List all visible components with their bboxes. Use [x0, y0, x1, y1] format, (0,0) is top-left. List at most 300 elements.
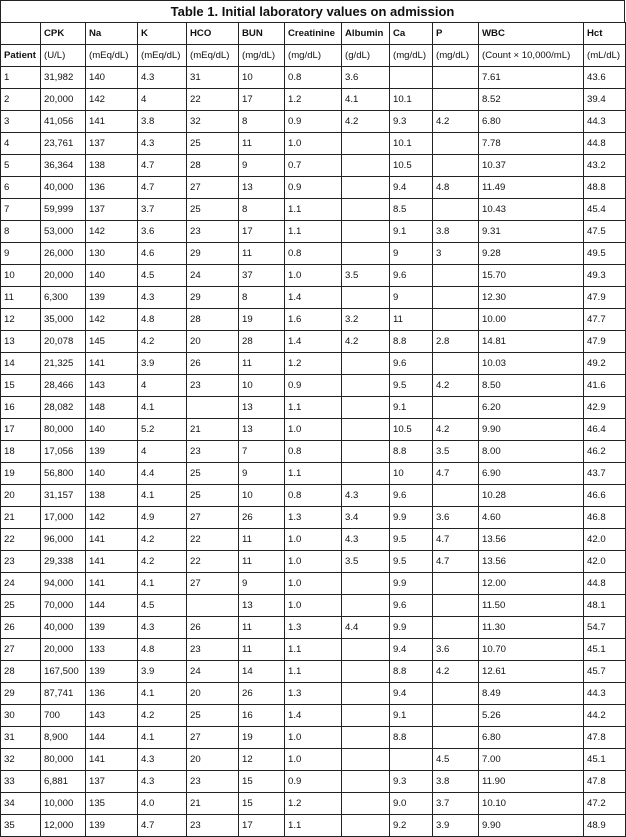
table-row — [1, 243, 626, 265]
cell-hco: 27 — [187, 573, 239, 595]
cell-p — [433, 705, 479, 727]
cell-wbc: WBC — [479, 23, 584, 45]
cell-hct: 42.0 — [584, 529, 626, 551]
table-row — [1, 397, 626, 419]
cell-k: 3.6 — [138, 221, 187, 243]
cell-hct: 45.1 — [584, 749, 626, 771]
cell-k: 3.9 — [138, 353, 187, 375]
cell-wbc: 10.28 — [479, 485, 584, 507]
cell-p — [433, 683, 479, 705]
cell-ca: 9.0 — [390, 793, 433, 815]
cell-ca — [390, 67, 433, 89]
cell-k: 5.2 — [138, 419, 187, 441]
cell-ca: (mg/dL) — [390, 45, 433, 67]
cell-patient: Patient — [1, 45, 41, 67]
cell-albumin — [342, 287, 390, 309]
cell-hct: 46.4 — [584, 419, 626, 441]
cell-p — [433, 199, 479, 221]
cell-hct: 47.8 — [584, 771, 626, 793]
cell-patient: 12 — [1, 309, 41, 331]
cell-ca: Ca — [390, 23, 433, 45]
cell-creatinine: 1.1 — [285, 815, 342, 837]
table-row — [1, 771, 626, 793]
cell-na: 142 — [86, 309, 138, 331]
cell-creatinine: 1.0 — [285, 551, 342, 573]
cell-hco: (mEq/dL) — [187, 45, 239, 67]
cell-creatinine: 1.4 — [285, 331, 342, 353]
cell-p: 3.5 — [433, 441, 479, 463]
cell-k: 4.1 — [138, 727, 187, 749]
cell-patient: 2 — [1, 89, 41, 111]
table-row — [1, 617, 626, 639]
cell-creatinine: 1.0 — [285, 727, 342, 749]
cell-cpk: 40,000 — [41, 617, 86, 639]
cell-hco: 26 — [187, 617, 239, 639]
cell-bun: BUN — [239, 23, 285, 45]
table-row — [1, 375, 626, 397]
cell-cpk: (U/L) — [41, 45, 86, 67]
table-row — [1, 199, 626, 221]
cell-bun: 26 — [239, 507, 285, 529]
cell-hct: 45.4 — [584, 199, 626, 221]
cell-cpk: 23,761 — [41, 133, 86, 155]
cell-p — [433, 287, 479, 309]
cell-k: 4.4 — [138, 463, 187, 485]
cell-albumin — [342, 441, 390, 463]
cell-wbc: 15.70 — [479, 265, 584, 287]
table-row — [1, 595, 626, 617]
cell-na: 141 — [86, 353, 138, 375]
cell-cpk: 8,900 — [41, 727, 86, 749]
cell-na: 141 — [86, 573, 138, 595]
cell-bun: 8 — [239, 287, 285, 309]
cell-cpk: 36,364 — [41, 155, 86, 177]
cell-patient: 24 — [1, 573, 41, 595]
cell-k: 4 — [138, 89, 187, 111]
cell-patient: 34 — [1, 793, 41, 815]
cell-p: 4.2 — [433, 111, 479, 133]
cell-wbc: 10.10 — [479, 793, 584, 815]
cell-ca: 9.9 — [390, 507, 433, 529]
cell-wbc: 6.80 — [479, 727, 584, 749]
cell-na: 142 — [86, 507, 138, 529]
cell-k: 4.2 — [138, 705, 187, 727]
cell-p — [433, 397, 479, 419]
cell-creatinine: 1.3 — [285, 683, 342, 705]
cell-hco: 29 — [187, 243, 239, 265]
cell-p: (mg/dL) — [433, 45, 479, 67]
cell-albumin: 4.3 — [342, 485, 390, 507]
cell-wbc: 6.20 — [479, 397, 584, 419]
cell-albumin — [342, 133, 390, 155]
cell-k: 4.5 — [138, 595, 187, 617]
cell-na: 141 — [86, 749, 138, 771]
cell-patient: 22 — [1, 529, 41, 551]
cell-hco: 25 — [187, 485, 239, 507]
cell-albumin — [342, 463, 390, 485]
cell-na: 142 — [86, 221, 138, 243]
cell-k: 4.9 — [138, 507, 187, 529]
cell-cpk: 35,000 — [41, 309, 86, 331]
cell-ca: 9.4 — [390, 177, 433, 199]
cell-creatinine: 1.4 — [285, 705, 342, 727]
cell-p: 4.5 — [433, 749, 479, 771]
cell-k: 4.2 — [138, 551, 187, 573]
cell-na: (mEq/dL) — [86, 45, 138, 67]
cell-patient: 9 — [1, 243, 41, 265]
table-row — [1, 111, 626, 133]
cell-p — [433, 617, 479, 639]
cell-na: 144 — [86, 595, 138, 617]
cell-creatinine: 0.9 — [285, 111, 342, 133]
cell-bun: 11 — [239, 353, 285, 375]
cell-cpk: 96,000 — [41, 529, 86, 551]
cell-hco: 22 — [187, 529, 239, 551]
table-row — [1, 441, 626, 463]
cell-patient: 14 — [1, 353, 41, 375]
cell-bun: 11 — [239, 617, 285, 639]
cell-p — [433, 727, 479, 749]
cell-hct: 48.8 — [584, 177, 626, 199]
cell-p — [433, 573, 479, 595]
cell-na: 140 — [86, 265, 138, 287]
cell-patient: 17 — [1, 419, 41, 441]
cell-hct: 47.2 — [584, 793, 626, 815]
cell-ca: 9.4 — [390, 683, 433, 705]
cell-hco: 23 — [187, 375, 239, 397]
cell-patient: 8 — [1, 221, 41, 243]
cell-ca: 10 — [390, 463, 433, 485]
cell-patient: 7 — [1, 199, 41, 221]
cell-na: 148 — [86, 397, 138, 419]
cell-p — [433, 89, 479, 111]
cell-na: 141 — [86, 551, 138, 573]
cell-k: 4 — [138, 375, 187, 397]
cell-na: 140 — [86, 419, 138, 441]
cell-na: 137 — [86, 771, 138, 793]
cell-wbc: 11.90 — [479, 771, 584, 793]
cell-k: 4.1 — [138, 397, 187, 419]
cell-k: 4.3 — [138, 133, 187, 155]
cell-hct: 49.5 — [584, 243, 626, 265]
cell-hct: 44.8 — [584, 133, 626, 155]
cell-na: 141 — [86, 111, 138, 133]
cell-creatinine: 0.7 — [285, 155, 342, 177]
cell-wbc: 6.90 — [479, 463, 584, 485]
cell-creatinine: 0.9 — [285, 177, 342, 199]
cell-hct: 45.7 — [584, 661, 626, 683]
cell-albumin: 3.6 — [342, 67, 390, 89]
cell-p — [433, 595, 479, 617]
cell-bun: 9 — [239, 463, 285, 485]
cell-patient: 16 — [1, 397, 41, 419]
cell-cpk: 31,982 — [41, 67, 86, 89]
cell-cpk: 28,082 — [41, 397, 86, 419]
cell-ca: 9.6 — [390, 265, 433, 287]
cell-p — [433, 309, 479, 331]
cell-na: 135 — [86, 793, 138, 815]
cell-bun: 17 — [239, 89, 285, 111]
cell-k: 4.3 — [138, 67, 187, 89]
cell-wbc: 8.50 — [479, 375, 584, 397]
cell-bun: 13 — [239, 177, 285, 199]
cell-bun: 15 — [239, 771, 285, 793]
cell-creatinine: 1.1 — [285, 397, 342, 419]
cell-hco: 23 — [187, 441, 239, 463]
cell-creatinine: 0.8 — [285, 441, 342, 463]
cell-cpk: 21,325 — [41, 353, 86, 375]
cell-hct: 47.5 — [584, 221, 626, 243]
table-row — [1, 133, 626, 155]
cell-patient: 28 — [1, 661, 41, 683]
cell-wbc: 10.03 — [479, 353, 584, 375]
cell-wbc: 10.43 — [479, 199, 584, 221]
cell-bun: 26 — [239, 683, 285, 705]
cell-bun: 10 — [239, 485, 285, 507]
cell-cpk: 20,078 — [41, 331, 86, 353]
cell-na: Na — [86, 23, 138, 45]
cell-bun: (mg/dL) — [239, 45, 285, 67]
table-row — [1, 507, 626, 529]
cell-hct: 42.9 — [584, 397, 626, 419]
lab-values-table — [0, 22, 626, 837]
cell-creatinine: 1.1 — [285, 661, 342, 683]
cell-cpk: CPK — [41, 23, 86, 45]
cell-wbc: 6.80 — [479, 111, 584, 133]
cell-albumin: 3.5 — [342, 265, 390, 287]
cell-hct: 54.7 — [584, 617, 626, 639]
cell-patient: 32 — [1, 749, 41, 771]
cell-na: 139 — [86, 617, 138, 639]
cell-p: 4.2 — [433, 661, 479, 683]
cell-hct: 46.2 — [584, 441, 626, 463]
cell-na: 139 — [86, 815, 138, 837]
cell-wbc: 4.60 — [479, 507, 584, 529]
table-body — [1, 23, 626, 837]
cell-wbc: 13.56 — [479, 529, 584, 551]
cell-patient: 26 — [1, 617, 41, 639]
cell-patient: 29 — [1, 683, 41, 705]
cell-albumin: 3.5 — [342, 551, 390, 573]
cell-bun: 12 — [239, 749, 285, 771]
cell-k: 3.8 — [138, 111, 187, 133]
cell-bun: 11 — [239, 133, 285, 155]
cell-cpk: 56,800 — [41, 463, 86, 485]
cell-wbc: 5.26 — [479, 705, 584, 727]
cell-hco: 23 — [187, 221, 239, 243]
cell-creatinine: 0.9 — [285, 375, 342, 397]
cell-bun: 13 — [239, 397, 285, 419]
table-row — [1, 463, 626, 485]
cell-creatinine: 1.2 — [285, 353, 342, 375]
cell-patient: 18 — [1, 441, 41, 463]
cell-cpk: 94,000 — [41, 573, 86, 595]
cell-hco: 22 — [187, 89, 239, 111]
cell-k: 4.1 — [138, 573, 187, 595]
cell-hco: 25 — [187, 133, 239, 155]
cell-p: 4.7 — [433, 551, 479, 573]
cell-creatinine: 1.0 — [285, 529, 342, 551]
cell-creatinine: 1.1 — [285, 199, 342, 221]
cell-p — [433, 155, 479, 177]
cell-albumin — [342, 419, 390, 441]
cell-cpk: 40,000 — [41, 177, 86, 199]
cell-bun: 13 — [239, 595, 285, 617]
cell-p: P — [433, 23, 479, 45]
header-row-units — [1, 45, 626, 67]
cell-hct: 44.3 — [584, 683, 626, 705]
cell-wbc: 11.50 — [479, 595, 584, 617]
cell-na: 133 — [86, 639, 138, 661]
cell-albumin — [342, 221, 390, 243]
cell-hct: 43.6 — [584, 67, 626, 89]
cell-cpk: 59,999 — [41, 199, 86, 221]
cell-patient: 19 — [1, 463, 41, 485]
table-row — [1, 793, 626, 815]
cell-patient: 11 — [1, 287, 41, 309]
cell-wbc: (Count × 10,000/mL) — [479, 45, 584, 67]
cell-hct: 47.7 — [584, 309, 626, 331]
cell-wbc: 12.00 — [479, 573, 584, 595]
cell-cpk: 26,000 — [41, 243, 86, 265]
cell-hct: 48.9 — [584, 815, 626, 837]
cell-k: 4.5 — [138, 265, 187, 287]
table-row — [1, 309, 626, 331]
table-row — [1, 221, 626, 243]
cell-albumin: (g/dL) — [342, 45, 390, 67]
cell-wbc: 7.78 — [479, 133, 584, 155]
cell-ca: 10.5 — [390, 419, 433, 441]
cell-hco: 22 — [187, 551, 239, 573]
cell-bun: 10 — [239, 375, 285, 397]
cell-na: 138 — [86, 155, 138, 177]
cell-bun: 10 — [239, 67, 285, 89]
cell-p — [433, 133, 479, 155]
cell-p: 3.6 — [433, 507, 479, 529]
cell-wbc: 9.90 — [479, 815, 584, 837]
cell-hct: 39.4 — [584, 89, 626, 111]
cell-patient: 10 — [1, 265, 41, 287]
cell-na: 138 — [86, 485, 138, 507]
cell-cpk: 17,000 — [41, 507, 86, 529]
cell-k: (mEq/dL) — [138, 45, 187, 67]
cell-hco: 28 — [187, 309, 239, 331]
cell-bun: 8 — [239, 111, 285, 133]
cell-albumin — [342, 177, 390, 199]
table-row — [1, 265, 626, 287]
cell-albumin — [342, 705, 390, 727]
cell-cpk: 31,157 — [41, 485, 86, 507]
cell-patient — [1, 23, 41, 45]
cell-creatinine: 1.3 — [285, 617, 342, 639]
table-row — [1, 551, 626, 573]
cell-hco: 32 — [187, 111, 239, 133]
cell-cpk: 41,056 — [41, 111, 86, 133]
cell-ca: 9.9 — [390, 617, 433, 639]
cell-creatinine: 1.1 — [285, 639, 342, 661]
cell-ca: 8.8 — [390, 727, 433, 749]
cell-na: 142 — [86, 89, 138, 111]
cell-ca: 8.8 — [390, 331, 433, 353]
cell-wbc: 10.00 — [479, 309, 584, 331]
cell-ca: 9.6 — [390, 353, 433, 375]
cell-hct: 42.0 — [584, 551, 626, 573]
cell-hco: 25 — [187, 199, 239, 221]
cell-albumin — [342, 353, 390, 375]
cell-na: 140 — [86, 463, 138, 485]
cell-bun: 9 — [239, 155, 285, 177]
cell-ca: 10.1 — [390, 133, 433, 155]
cell-albumin — [342, 661, 390, 683]
cell-creatinine: 0.8 — [285, 243, 342, 265]
cell-ca: 8.5 — [390, 199, 433, 221]
cell-hct: 44.3 — [584, 111, 626, 133]
cell-cpk: 80,000 — [41, 419, 86, 441]
cell-p: 3 — [433, 243, 479, 265]
cell-ca: 8.8 — [390, 441, 433, 463]
cell-wbc: 7.61 — [479, 67, 584, 89]
cell-hco: 27 — [187, 177, 239, 199]
cell-wbc: 10.37 — [479, 155, 584, 177]
cell-k: 4.3 — [138, 771, 187, 793]
cell-k: 4.2 — [138, 331, 187, 353]
cell-na: 143 — [86, 375, 138, 397]
cell-cpk: 6,300 — [41, 287, 86, 309]
cell-p: 3.8 — [433, 221, 479, 243]
cell-p: 4.8 — [433, 177, 479, 199]
cell-hco: 23 — [187, 815, 239, 837]
table-row — [1, 177, 626, 199]
cell-hco: 31 — [187, 67, 239, 89]
cell-k: 4.7 — [138, 815, 187, 837]
cell-patient: 13 — [1, 331, 41, 353]
cell-p — [433, 485, 479, 507]
cell-na: 139 — [86, 441, 138, 463]
cell-patient: 20 — [1, 485, 41, 507]
cell-patient: 4 — [1, 133, 41, 155]
cell-hco — [187, 397, 239, 419]
cell-k: 4.8 — [138, 309, 187, 331]
cell-ca: 9.1 — [390, 221, 433, 243]
cell-patient: 30 — [1, 705, 41, 727]
cell-hct: Hct — [584, 23, 626, 45]
cell-k: 4 — [138, 441, 187, 463]
cell-bun: 11 — [239, 551, 285, 573]
table-row — [1, 155, 626, 177]
cell-wbc: 13.56 — [479, 551, 584, 573]
cell-cpk: 20,000 — [41, 89, 86, 111]
table-row — [1, 89, 626, 111]
cell-ca: 9.1 — [390, 705, 433, 727]
cell-ca: 9.6 — [390, 485, 433, 507]
cell-cpk: 6,881 — [41, 771, 86, 793]
cell-wbc: 11.49 — [479, 177, 584, 199]
cell-albumin: 3.2 — [342, 309, 390, 331]
table-row — [1, 639, 626, 661]
cell-ca: 9 — [390, 287, 433, 309]
cell-albumin: Albumin — [342, 23, 390, 45]
cell-albumin: 4.2 — [342, 331, 390, 353]
cell-hct: 47.8 — [584, 727, 626, 749]
cell-hco: 20 — [187, 749, 239, 771]
cell-p: 3.7 — [433, 793, 479, 815]
cell-na: 139 — [86, 287, 138, 309]
cell-creatinine: 1.1 — [285, 463, 342, 485]
cell-na: 137 — [86, 133, 138, 155]
cell-k: 3.9 — [138, 661, 187, 683]
cell-hco: 20 — [187, 683, 239, 705]
table-row — [1, 815, 626, 837]
